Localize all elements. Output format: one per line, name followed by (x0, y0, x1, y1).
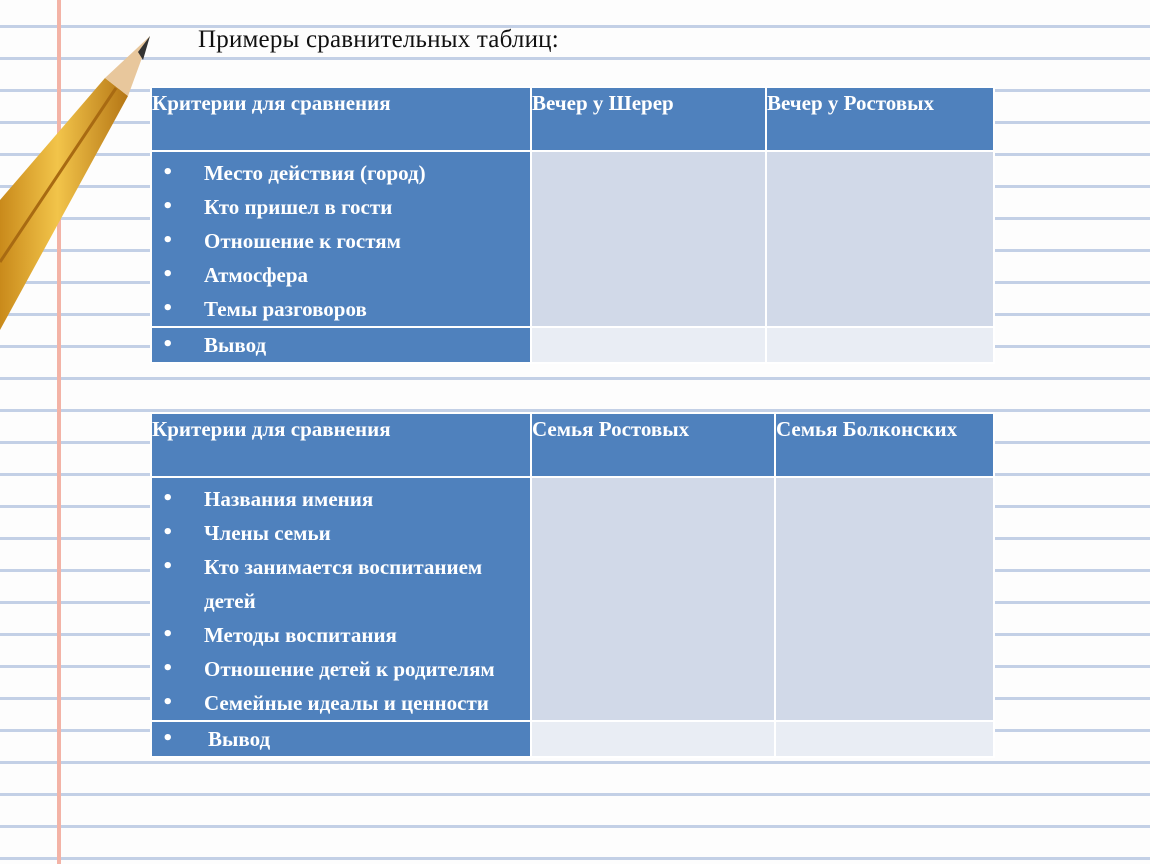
list-item: • Вывод (152, 328, 530, 362)
list-item: • Отношение детей к родителям (152, 652, 530, 686)
list-item: • Кто занимается воспитанием детей (152, 550, 530, 618)
empty-cell[interactable] (531, 151, 766, 327)
header-column-1: Вечер у Шерер (531, 87, 766, 151)
empty-cell[interactable] (766, 151, 994, 327)
empty-cell[interactable] (531, 327, 766, 363)
list-item: • Место действия (город) (152, 156, 530, 190)
conclusion-cell (151, 721, 531, 757)
empty-cell[interactable] (775, 477, 994, 721)
list-item: • Атмосфера (152, 258, 530, 292)
list-item: • Методы воспитания (152, 618, 530, 652)
header-column-2: Вечер у Ростовых (766, 87, 994, 151)
empty-cell[interactable] (775, 721, 994, 757)
table-header-row (151, 87, 994, 151)
criteria-cell (151, 477, 531, 721)
page-title: Примеры сравнительных таблиц: (198, 26, 559, 53)
header-criteria: Критерии для сравнения (151, 413, 531, 477)
list-item: • Члены семьи (152, 516, 530, 550)
header-column-1: Семья Ростовых (531, 413, 775, 477)
criteria-list (152, 152, 530, 326)
list-item: • Отношение к гостям (152, 224, 530, 258)
conclusion-row (151, 327, 994, 363)
empty-cell[interactable] (531, 477, 775, 721)
list-item: • Вывод (152, 722, 530, 756)
table-body-row (151, 151, 994, 327)
comparison-table-families (150, 412, 995, 758)
list-item: • Темы разговоров (152, 292, 530, 326)
header-column-2: Семья Болконских (775, 413, 994, 477)
table-header-row (151, 413, 994, 477)
criteria-list (152, 478, 530, 720)
empty-cell[interactable] (766, 327, 994, 363)
list-item: • Названия имения (152, 482, 530, 516)
header-criteria: Критерии для сравнения (151, 87, 531, 151)
comparison-table-scherer-rostov (150, 86, 995, 364)
conclusion-row (151, 721, 994, 757)
criteria-cell (151, 151, 531, 327)
list-item: • Семейные идеалы и ценности (152, 686, 530, 720)
table-body-row (151, 477, 994, 721)
conclusion-cell (151, 327, 531, 363)
list-item: • Кто пришел в гости (152, 190, 530, 224)
empty-cell[interactable] (531, 721, 775, 757)
